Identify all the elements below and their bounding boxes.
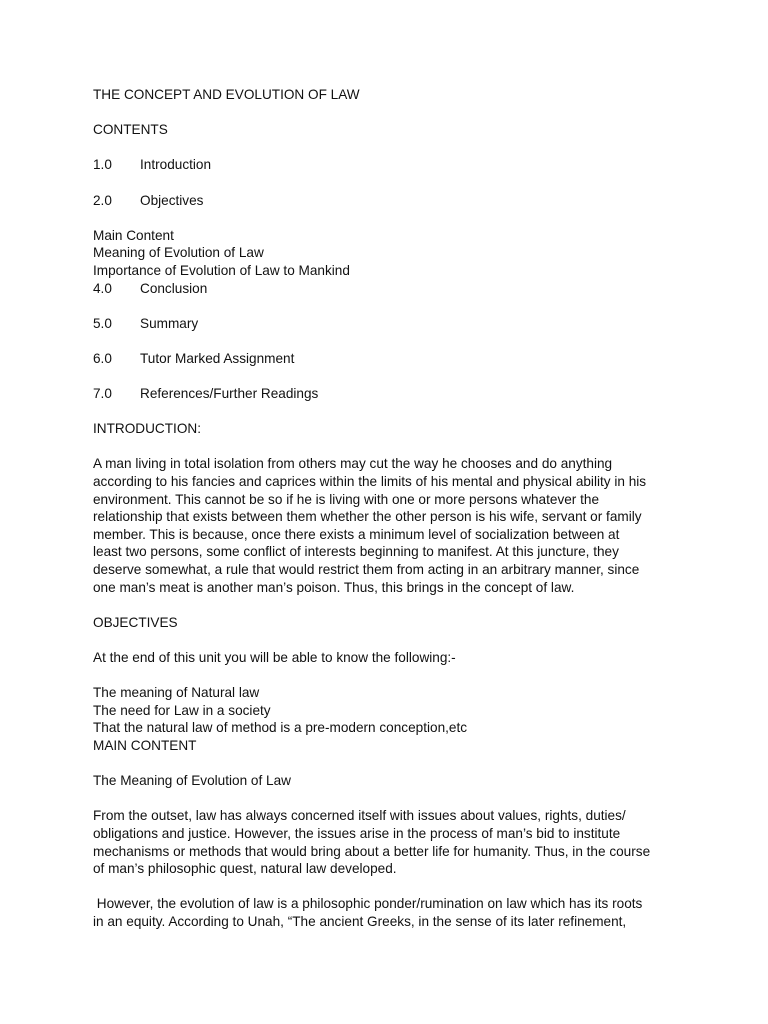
toc-number: 4.0 xyxy=(93,280,112,296)
toc-item xyxy=(93,280,693,298)
toc-number: 2.0 xyxy=(93,192,112,208)
paragraph-line: relationship that exists between them whether the other person is his wife, servant or family xyxy=(93,509,642,525)
objectives-heading: OBJECTIVES xyxy=(93,614,178,630)
paragraph-line: one man’s meat is another man’s poison. Thus, this brings in the concept of law. xyxy=(93,579,575,595)
toc-item xyxy=(93,315,693,333)
toc-label: Conclusion xyxy=(140,280,208,296)
toc-item xyxy=(93,350,693,368)
paragraph-line: obligations and justice. However, the issues arise in the process of man’s bid to institute xyxy=(93,825,621,841)
meaning-heading: The Meaning of Evolution of Law xyxy=(93,773,291,789)
toc-number: 1.0 xyxy=(93,157,112,173)
paragraph-line: deserve somewhat, a rule that would restrict them from acting in an arbitrary manner, since xyxy=(93,562,640,578)
document-title: THE CONCEPT AND EVOLUTION OF LAW xyxy=(93,87,360,102)
evolution-paragraph xyxy=(93,895,693,930)
toc-item xyxy=(93,192,693,210)
paragraph-line: environment. This cannot be so if he is living with one or more persons whatever the xyxy=(93,491,600,507)
paragraph-line: mechanisms or methods that would bring about a better life for humanity. Thus, in the course xyxy=(93,843,651,859)
toc-main-content: Main Content xyxy=(93,227,174,243)
paragraph-line: of man’s philosophic quest, natural law developed. xyxy=(93,861,397,877)
introduction-paragraph xyxy=(93,455,693,596)
objective-item: The need for Law in a society xyxy=(93,702,271,718)
toc-label: Objectives xyxy=(140,192,204,208)
paragraph-line: least two persons, some conflict of interests beginning to manifest. At this juncture, they xyxy=(93,544,619,560)
objectives-intro: At the end of this unit you will be able to know the following:- xyxy=(93,650,456,665)
toc-label: References/Further Readings xyxy=(140,386,319,402)
contents-heading: CONTENTS xyxy=(93,122,168,138)
toc-number: 6.0 xyxy=(93,350,112,366)
toc-number: 7.0 xyxy=(93,386,112,402)
objective-item: The meaning of Natural law xyxy=(93,685,260,701)
paragraph-line: in an equity. According to Unah, “The ancient Greeks, in the sense of its later refinement, xyxy=(93,913,627,929)
toc-item xyxy=(93,385,693,403)
toc-label: Summary xyxy=(140,315,199,331)
paragraph-line: member. This is because, once there exists a minimum level of socialization between at xyxy=(93,526,620,542)
toc-sub-item: Importance of Evolution of Law to Mankind xyxy=(93,262,350,278)
meaning-paragraph xyxy=(93,807,693,877)
document-page xyxy=(93,86,693,931)
toc-number: 5.0 xyxy=(93,315,112,331)
paragraph-line: A man living in total isolation from others may cut the way he chooses and do anything xyxy=(93,456,613,472)
toc-sub-item: Meaning of Evolution of Law xyxy=(93,245,264,261)
toc-label: Introduction xyxy=(140,157,212,173)
toc-item xyxy=(93,156,693,174)
objective-item: That the natural law of method is a pre-modern conception,etc xyxy=(93,720,468,736)
main-content-heading: MAIN CONTENT xyxy=(93,737,197,753)
paragraph-line: However, the evolution of law is a philosophic ponder/rumination on law which has its roots xyxy=(93,896,643,912)
introduction-heading: INTRODUCTION: xyxy=(93,421,201,437)
paragraph-line: according to his fancies and caprices within the limits of his mental and physical ability in his xyxy=(93,474,647,490)
paragraph-line: From the outset, law has always concerned itself with issues about values, rights, duties/ xyxy=(93,808,626,824)
toc-label: Tutor Marked Assignment xyxy=(140,350,295,366)
